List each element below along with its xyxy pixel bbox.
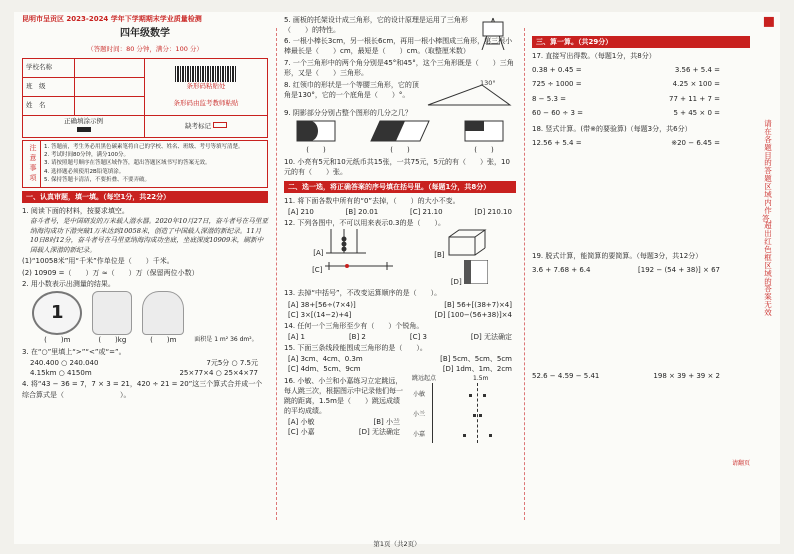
column-divider xyxy=(276,28,277,520)
question-5: 5. 画板的托架设计成三角形，它的设计原理是运用了三角形（ ）的特性。 xyxy=(284,16,468,35)
question-17: 17. 直接写出得数。（每题1分，共8分） xyxy=(532,52,656,61)
question-14: 14. 任何一个三角形至少有（ ）个锐角。 xyxy=(284,321,424,330)
question-15: 15. 下面三条线段能围成三角形的是（ ）。 xyxy=(284,344,427,353)
class-label: 班 级 xyxy=(23,78,75,97)
exam-header: 昆明市呈贡区 2023-2024 学年下学期期末学业质量检测 xyxy=(22,15,202,23)
reading-passage: 奋斗者号，是中国研发的万米载人潜水器。2020年10月27日，奋斗者号在马里亚纳海沟成功下潜突破1万米达到10058米，创造了中国载人深潜的新纪录。11月10日8时12分，奋斗者号在马里亚纳海沟成功坐底，坐底深度10909米，刷新中国载人深潜的新纪录。 xyxy=(30,217,268,254)
turn-page-note: 请翻页 xyxy=(731,459,750,467)
question-11: 11. 将下面各数中所有的“0”去掉，（ ）的大小不变。 xyxy=(284,196,460,205)
question-3: 3. 在“○”里填上“>”“<”或“=”。 xyxy=(22,347,126,356)
notes-box: 注意事项 1. 答题前，考生务必用黑色碳素笔将自己的学校、姓名、班级、考号等填写清楚。 2. 考试时间80分钟，满分100分。 3. 请按照题号顺序在答题区域作答，超出答题区域书写的答案无效。 4. 选择题必须使用2B铅笔填涂。 5. 保持答题卡清洁，不要折叠、不要弄破。 xyxy=(22,140,268,188)
school-field[interactable] xyxy=(75,59,145,78)
side-warning: 请在各题目的答题区域内作答，超出红色框区域的答案无效 xyxy=(762,119,777,317)
student-info-table xyxy=(22,58,268,138)
school-label: 学校名称 xyxy=(23,59,75,78)
column-1: 昆明市呈贡区 2023-2024 学年下学期期末学业质量检测 四年级数学 （答题时间：80 分钟，满分：100 分） 学校名称 条形码粘贴处 条形码由监考教师粘贴 班 级 姓 名 正确填涂示例 缺考标记 注意事项 1. 答题前，考生务必用黑色碳素笔将自己的学校、姓名、班级、考号等填写清楚。 2. 考试时间80分钟，满分100分。 3. 请按照题号顺序在答题区域作答，超出答题区域书写的答案无效。 4. 选择题必须使用2B铅笔填涂。 5. 保持答题卡清洁，不要折叠、不要弄破。 一、认真审题，填一填。（每空1分，共22分） 1. 阅读下面的材料，按要求填空。 奋斗者号，是中国研发的万米载人潜水器。2020年10月27日，奋斗者号在马里亚纳海沟成功下潜突破1万米达到10058米，创造了中国载人深潜的新纪录。11月10日8时12分，奋斗者号在马里亚纳海沟成功坐底，坐底深度10909米，刷新中国载人深潜的新纪录。 (1)“10058米”用“千米”作单位是（ ）千米。 (2) 10909 =（ ）万 ≈（ ）万（保留两位小数） 2. 用小数表示出测量的结果。 1 ( )m ( )kg ( )m 面积是 1 m² 36 dm²。 3. 在“○”里填上“>”“<”或“=”。 240.400 ○ 240.040 7元5分 ○ 7.5元 4.15km ○ 4150m 25×77×4 ○ 25×4×77 4. 将“43 − 36 = 7，7 × 3 = 21，420 ÷ 21 = 20”这三个算式合并成一个综合算式是（ ）。 xyxy=(22,15,268,399)
question-13: 13. 去掉“中括号”，不改变运算顺序的是（ ）。 xyxy=(284,289,442,298)
weighing-scale-icon xyxy=(92,291,132,335)
stool-icon xyxy=(142,291,184,335)
triangle-icon xyxy=(424,79,514,107)
column-3: 三、算一算。（共29分） 17. 直接写出得数。（每题1分，共8分） 0.38 + 0.45 = 3.56 + 5.4 = 725 ÷ 1000 = 4.25 × 100 = 8 − 5.3 = 77 + 11 + 7 = 60 − 60 ÷ 3 = 5 + 45 × 0 = 18. 竖式计算。(带※的要验算)（每题3分，共6分） 12.56 + 5.4 = ※20 − 6.45 = 19. 脱式计算，能简算的要简算。（每题3分，共12分） 3.6 + 7.68 + 6.4 [192 − (54 + 38)] × 67 52.6 − 4.59 − 5.41 198 × 39 + 39 × 2 请翻页 xyxy=(532,38,750,467)
exam-title: 四年级数学 xyxy=(120,28,170,40)
question-12: 12. 下列各图中，不可以用来表示0.3的是（ ）。 xyxy=(284,218,445,227)
question-7: 7. 一个三角形中的两个角分别是45°和45°，这个三角形既是（ ）三角形，又是（ ）三角形。 xyxy=(284,58,514,77)
question-19: 19. 脱式计算，能简算的要简算。（每题3分，共12分） xyxy=(532,252,703,261)
cube-icon xyxy=(447,229,487,257)
question-8: 8. 红领巾的形状是一个等腰三角形，它的顶角是130°，它的一个底角是（ ）°。 xyxy=(284,80,419,99)
number-line-icon xyxy=(325,260,395,272)
name-label: 姓 名 xyxy=(23,97,75,116)
jump-chart: 跳远起点 1.5m 小敏 小兰 小嘉 xyxy=(412,375,512,444)
grid-icon xyxy=(464,260,488,284)
ruler-scale-icon: 1 xyxy=(32,291,82,335)
barcode-area: 条形码粘贴处 条形码由监考教师粘贴 xyxy=(145,59,268,116)
measure-images: 1 ( )m ( )kg ( )m 面积是 1 m² 36 dm²。 xyxy=(22,291,268,345)
question-4: 4. 将“43 − 36 = 7，7 × 3 = 21，420 ÷ 21 = 20”这三个算式合并成一个综合算式是（ ）。 xyxy=(22,380,263,399)
easel-icon xyxy=(474,16,512,50)
column-divider xyxy=(524,28,525,520)
question-9: 9. 阴影部分分别占整个图形的几分之几？ xyxy=(284,108,412,117)
q18-work-area[interactable] xyxy=(532,152,750,250)
section-2-header: 二、选一选，将正确答案的序号填在括号里。（每题1分，共8分） xyxy=(284,181,516,193)
registration-mark: ▪ xyxy=(762,8,776,32)
barcode-icon xyxy=(175,66,237,82)
question-18: 18. 竖式计算。(带※的要验算)（每题3分，共6分） xyxy=(532,124,692,133)
q12-figures: [A] [B] xyxy=(284,229,516,260)
q19-work-area-1[interactable] xyxy=(532,279,750,367)
question-2: 2. 用小数表示出测量的结果。 xyxy=(22,279,115,288)
column-2: 5. 画板的托架设计成三角形，它的设计原理是运用了三角形（ ）的特性。 6. 一根小棒长3cm，另一根长6cm，再用一根小棒围成三角形，第三根小棒最长是（ ）cm，最短是（ ）cm。（取整厘米数） 7. 一个三角形中的两个角分别是45°和45°，这个三角形既是（ ）三角形，又是（ ）三角形。 8. 红领巾的形状是一个等腰三角形，它的顶角是130°，它的一个底角是（ ）°。 130° 9. 阴影部分分别占整个图形的几分之几？ ( ) ( ) ( ) 10. 小亮有5元和10元纸币共15张，一共75元，5元的有（ ）张，10元的有（ ）张。 二、选一选，将正确答案的序号填在括号里。（每题1分，共8分） 11. 将下面各数中所有的“0”去掉，（ ）的大小不变。 [A] 210 [B] 20.01 [C] 21.10 [D] 210.10 12. 下列各图中，不可以用来表示0.3的是（ ）。 [A] [B] [C] [D] 13. 去掉“中括号”，不改变运算顺序的是（ ）。 [A] 38+[56÷(7×4)] [B] 56+[(38+7)×4] [C] 3×[(14−2)+4] [D] [100−(56+38)]×4 14. 任何一个三角形至少有（ ）个锐角。 [A] 1 [B] 2 [C] 3 [D] 无法确定 15. 下面三条线段能围成三角形的是（ ）。 [A] 3cm、4cm、0.3m [B] 5cm、5cm、5cm [C] 4dm、5cm、9cm [D] 1dm、1m、2cm 16. 小敏、小兰和小嘉练习立定跳远，每人跳三次，根据图示中记录他们每一跳的距离，1.5m是（ ）跳远成绩的平均成绩。 [A] 小敏 [B] 小兰 [C] 小嘉 [D] 无法确定 跳远起点 1.5m 小敏 小兰 小嘉 xyxy=(284,14,516,443)
svg-text:130°: 130° xyxy=(480,78,496,87)
abacus-icon xyxy=(326,229,376,255)
q12-figures-2: [C] [D] xyxy=(284,260,516,287)
question-6: 6. 一根小棒长3cm，另一根长6cm，再用一根小棒围成三角形，第三根小棒最长是（ ）cm，最短是（ ）cm。（取整厘米数） xyxy=(284,37,513,56)
section-3-header: 三、算一算。（共29分） xyxy=(532,36,750,48)
exam-subtitle: （答题时间：80 分钟，满分：100 分） xyxy=(87,44,203,53)
name-field[interactable] xyxy=(75,97,145,116)
section-1-header: 一、认真审题，填一填。（每空1分，共22分） xyxy=(22,191,268,203)
missing-checkbox[interactable] xyxy=(213,122,227,128)
missing-mark: 缺考标记 xyxy=(145,116,268,138)
class-field[interactable] xyxy=(75,78,145,97)
fraction-shapes: ( ) ( ) ( ) xyxy=(284,120,516,155)
question-16: 16. 小敏、小兰和小嘉练习立定跳远，每人跳三次，根据图示中记录他们每一跳的距离，1.5m是（ ）跳远成绩的平均成绩。 xyxy=(284,376,403,415)
question-10: 10. 小亮有5元和10元纸币共15张，一共75元，5元的有（ ）张，10元的有（ ）张。 xyxy=(284,158,510,177)
fill-example: 正确填涂示例 xyxy=(23,116,145,138)
page-footer: 第1页（共2页） xyxy=(373,540,421,548)
question-1: 1. 阅读下面的材料，按要求填空。 xyxy=(22,207,129,216)
